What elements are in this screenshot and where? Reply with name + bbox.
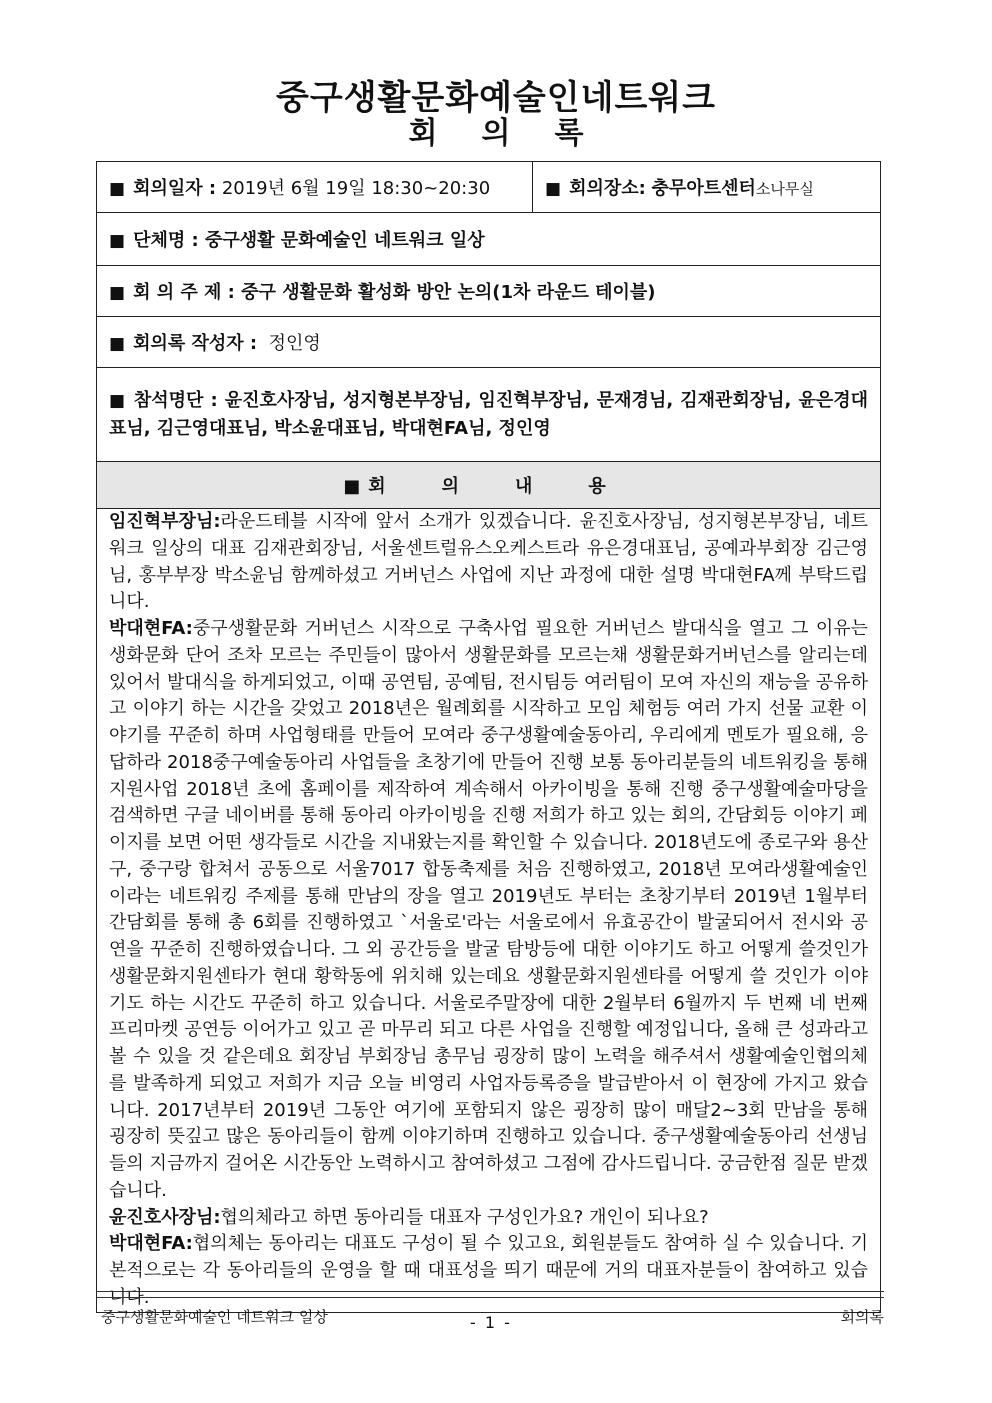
date-place-row bbox=[97, 162, 881, 213]
attendees-label: 참석명단 : bbox=[133, 389, 218, 411]
footer-org-name: 중구생활문화예술인 네트워크 일상 bbox=[101, 1308, 328, 1326]
org-cell bbox=[97, 213, 881, 266]
writer-row bbox=[97, 317, 881, 368]
content-paragraph bbox=[109, 1231, 868, 1311]
attendees-row bbox=[97, 368, 881, 462]
content-heading bbox=[97, 462, 881, 509]
org-label: 단체명 : bbox=[133, 230, 199, 251]
writer-cell bbox=[97, 317, 881, 368]
writer-value: 정인영 bbox=[268, 333, 321, 354]
org-row bbox=[97, 213, 881, 266]
minutes-table bbox=[96, 161, 881, 1313]
heading-char: 내 bbox=[515, 476, 533, 497]
speaker-name: 윤진호사장님: bbox=[109, 1206, 221, 1228]
page-number: - 1 - bbox=[470, 1313, 512, 1332]
speaker-text: 협의체라고 하면 동아리들 대표자 구성인가요? 개인이 되나요? bbox=[220, 1206, 709, 1228]
speaker-name: 임진혁부장님: bbox=[109, 511, 221, 532]
square-bullet-icon: ■ bbox=[109, 231, 126, 251]
speaker-name: 박대현FA: bbox=[109, 618, 193, 639]
document-title: 중구생활문화예술인네트워크 bbox=[276, 78, 716, 118]
topic-row bbox=[97, 266, 881, 317]
place-label: 회의장소: bbox=[569, 178, 646, 199]
content-paragraph bbox=[109, 509, 868, 616]
document-subtitle: 회의록 bbox=[408, 116, 628, 151]
footer-divider bbox=[96, 1291, 884, 1292]
content-row bbox=[97, 509, 881, 1313]
square-bullet-icon: ■ bbox=[545, 179, 562, 199]
speaker-text: 중구생활문화 거버넌스 시작으로 구축사업 필요한 거버넌스 발대식을 열고 그 이유는 생화문화 단어 조차 모르는 주민들이 많아서 생활문화를 모르는채 생활문화거버넌스를 알리는데 있어서 발대식을 하게되었고, 이때 공연팀, 공예팀, 전시팀등 여러팀이 모여 자신의 재능을 공유하고 이야기 하는 시간을 갖었고 2018년은 월례회를 시작하고 모임 체험등 여러 가지 선물 교환 이야기를 꾸준히 하며 사업형태를 만들어 모여라 중구생활예술동아리, 우리에게 멘토가 필요해, 응답하라 2018중구예술동아리 사업들을 초창기에 만들어 진행 보통 동아리분들의 네트워킹을 통해 지원사업 2018년 초에 홈페이를 제작하여 계속해서 아카이빙을 통해 진행 중구생활예술마당을 검색하면 구글 네이버를 통해 동아리 아카이빙을 진행 저희가 하고 있는 회의, 간담회등 이야기 페이지를 보면 어떤 생각들로 시간을 지내왔는지를 확인할 수 있습니다. 2018년도에 종로구와 용산구, 중구랑 합쳐서 공동으로 서울7017 합동축제를 처음 진행하였고, 2018년 모여라생활예술인이라는 네트워킹 주제를 통해 만남의 장을 열고 2019년도 부터는 초창기부터 2019년 1월부터 간담회를 통해 총 6회를 진행하였고 `서울로'라는 서울로에서 유효공간이 발굴되어서 전시와 공연을 꾸준히 진행하였습니다. 그 외 공간등을 발굴 탐방등에 대한 이야기도 하고 어떻게 쓸것인가 생활문화지원센타가 현대 황학동에 위치해 있는데요 생활문화지원센타를 어떻게 쓸 것인가 이야기도 하는 시간도 꾸준히 하고 있습니다. 서울로주말장에 대한 2월부터 6월까지 두 번째 네 번째 프리마켓 공연등 이어가고 있고 곧 마무리 되고 다른 사업을 진행할 예정입니다, 올해 큰 성과라고 볼 수 있을 것 같은데요 회장님 부회장님 총무님 굉장히 많이 노력을 해주셔서 생활예술인협의체를 발족하게 되었고 저희가 지금 오늘 비영리 사업자등록증을 발급받아서 이 현장에 가지고 왔습니다. 2017년부터 2019년 그동안 여기에 포함되지 않은 굉장히 많이 매달2~3회 만남을 통해 굉장히 뜻깊고 많은 동아리들이 함께 이야기하며 진행하고 있습니다. 중구생활예술동아리 선생님들의 지금까지 걸어온 시간동안 노력하시고 참여하셨고 그점에 감사드립니다. 궁금한점 질문 받겠습니다. bbox=[109, 618, 868, 1201]
square-bullet-icon: ■ bbox=[109, 334, 126, 354]
footer-doc-type: 회의록 bbox=[840, 1308, 884, 1326]
heading-char: 의 bbox=[441, 476, 459, 497]
content-body bbox=[97, 509, 881, 1313]
speaker-name: 박대현FA: bbox=[109, 1233, 193, 1255]
place-value: 충무아트센터 bbox=[651, 178, 756, 199]
heading-char: 용 bbox=[588, 476, 606, 497]
place-room: 소나무실 bbox=[755, 180, 814, 198]
topic-label: 회 의 주 제 : bbox=[133, 282, 235, 303]
content-heading-row bbox=[97, 462, 881, 509]
writer-label: 회의록 작성자 : bbox=[133, 333, 258, 354]
topic-value: 중구 생활문화 활성화 방안 논의(1차 라운드 테이블) bbox=[241, 282, 656, 303]
square-bullet-icon: ■ bbox=[109, 390, 126, 411]
date-label: 회의일자 : bbox=[133, 178, 217, 199]
date-cell bbox=[97, 162, 533, 213]
square-bullet-icon: ■ bbox=[109, 283, 126, 303]
org-value: 중구생활 문화예술인 네트워크 일상 bbox=[204, 230, 485, 251]
topic-cell bbox=[97, 266, 881, 317]
square-bullet-icon: ■ bbox=[109, 179, 126, 199]
attendees-cell bbox=[97, 368, 881, 462]
date-value: 2019년 6월 19일 18:30~20:30 bbox=[221, 178, 491, 199]
content-paragraph bbox=[109, 1205, 868, 1232]
footer-divider bbox=[96, 1297, 884, 1298]
attendees-value: 윤진호사장님, 성지형본부장님, 임진혁부장님, 문재경님, 김재관회장님, 윤은경대표님, 김근영대표님, 박소윤대표님, 박대현FA님, 정인영 bbox=[109, 389, 868, 439]
content-paragraph bbox=[109, 616, 868, 1205]
speaker-text: 라운드테블 시작에 앞서 소개가 있겠습니다. 윤진호사장님, 성지형본부장님, 네트워크 일상의 대표 김재관회장님, 서울센트럴유스오케스트라 유은경대표님, 공예과부회장 김근영님, 홍부부장 박소윤님 함께하셨고 거버넌스 사업에 지난 과정에 대한 설명 박대현FA께 부탁드립니다. bbox=[109, 511, 868, 613]
heading-char: 회 bbox=[368, 476, 386, 497]
square-bullet-icon: ■ bbox=[343, 476, 361, 497]
speaker-text: 협의체는 동아리는 대표도 구성이 될 수 있고요, 회원분들도 참여하 실 수 있습니다. 기본적으로는 각 동아리들의 운영을 할 때 대표성을 띄기 때문에 거의 대표자분들이 참여하고 있습니다. bbox=[109, 1233, 868, 1308]
place-cell bbox=[533, 162, 881, 213]
